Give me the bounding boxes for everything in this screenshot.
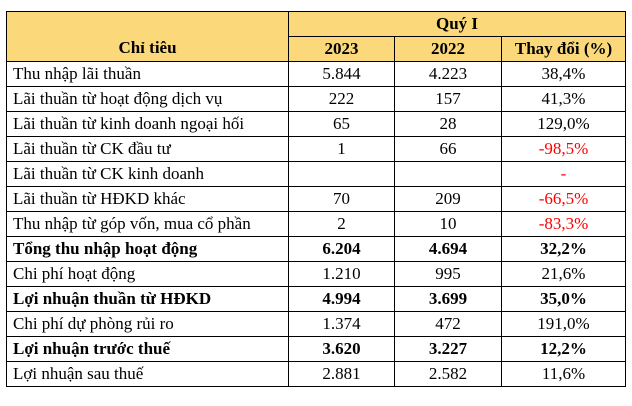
change-cell: 12,2% [502,337,626,362]
change-cell: -83,3% [502,212,626,237]
value-2023-cell: 2.881 [289,362,395,387]
change-header: Thay đổi (%) [502,37,626,62]
row-label: Tổng thu nhập hoạt động [7,237,289,262]
value-2023-cell [289,162,395,187]
table-body [7,62,626,387]
value-2023-cell: 3.620 [289,337,395,362]
value-2023-cell: 2 [289,212,395,237]
table-row [7,337,626,362]
row-label: Lãi thuần từ CK đầu tư [7,137,289,162]
change-cell: 191,0% [502,312,626,337]
period-header: Quý I [289,12,626,37]
value-2022-cell: 472 [395,312,502,337]
financial-results-table [6,11,626,387]
row-label: Lợi nhuận sau thuế [7,362,289,387]
row-label: Chi phí hoạt động [7,262,289,287]
value-2022-cell: 209 [395,187,502,212]
value-2023-cell: 1.374 [289,312,395,337]
change-cell: 35,0% [502,287,626,312]
row-label: Lãi thuần từ hoạt động dịch vụ [7,87,289,112]
table-row [7,362,626,387]
value-2022-cell: 4.223 [395,62,502,87]
row-label: Lợi nhuận trước thuế [7,337,289,362]
value-2022-cell: 157 [395,87,502,112]
table-row [7,212,626,237]
table-row [7,287,626,312]
value-2023-cell: 1.210 [289,262,395,287]
value-2023-cell: 5.844 [289,62,395,87]
change-cell: 38,4% [502,62,626,87]
value-2022-cell: 10 [395,212,502,237]
value-2023-cell: 222 [289,87,395,112]
table-row [7,262,626,287]
change-cell: 41,3% [502,87,626,112]
row-label: Thu nhập lãi thuần [7,62,289,87]
table-row [7,137,626,162]
row-label: Lợi nhuận thuần từ HĐKD [7,287,289,312]
value-2022-cell: 995 [395,262,502,287]
change-cell: - [502,162,626,187]
value-2022-cell: 28 [395,112,502,137]
change-cell: 129,0% [502,112,626,137]
table-row [7,312,626,337]
row-label: Lãi thuần từ kinh doanh ngoại hối [7,112,289,137]
table-row [7,87,626,112]
value-2022-cell: 66 [395,137,502,162]
change-cell: -66,5% [502,187,626,212]
indicator-header: Chỉ tiêu [7,12,289,62]
table-row [7,112,626,137]
row-label: Lãi thuần từ HĐKD khác [7,187,289,212]
value-2023-cell: 4.994 [289,287,395,312]
row-label: Thu nhập từ góp vốn, mua cổ phần [7,212,289,237]
value-2023-cell: 6.204 [289,237,395,262]
value-2022-cell: 4.694 [395,237,502,262]
value-2022-cell: 3.699 [395,287,502,312]
change-cell: -98,5% [502,137,626,162]
table-row [7,62,626,87]
year-2023-header: 2023 [289,37,395,62]
year-2022-header: 2022 [395,37,502,62]
value-2023-cell: 1 [289,137,395,162]
value-2022-cell [395,162,502,187]
change-cell: 32,2% [502,237,626,262]
change-cell: 11,6% [502,362,626,387]
row-label: Lãi thuần từ CK kinh doanh [7,162,289,187]
table-row [7,237,626,262]
table-row [7,187,626,212]
value-2023-cell: 70 [289,187,395,212]
value-2023-cell: 65 [289,112,395,137]
table-row [7,162,626,187]
change-cell: 21,6% [502,262,626,287]
value-2022-cell: 3.227 [395,337,502,362]
value-2022-cell: 2.582 [395,362,502,387]
row-label: Chi phí dự phòng rủi ro [7,312,289,337]
